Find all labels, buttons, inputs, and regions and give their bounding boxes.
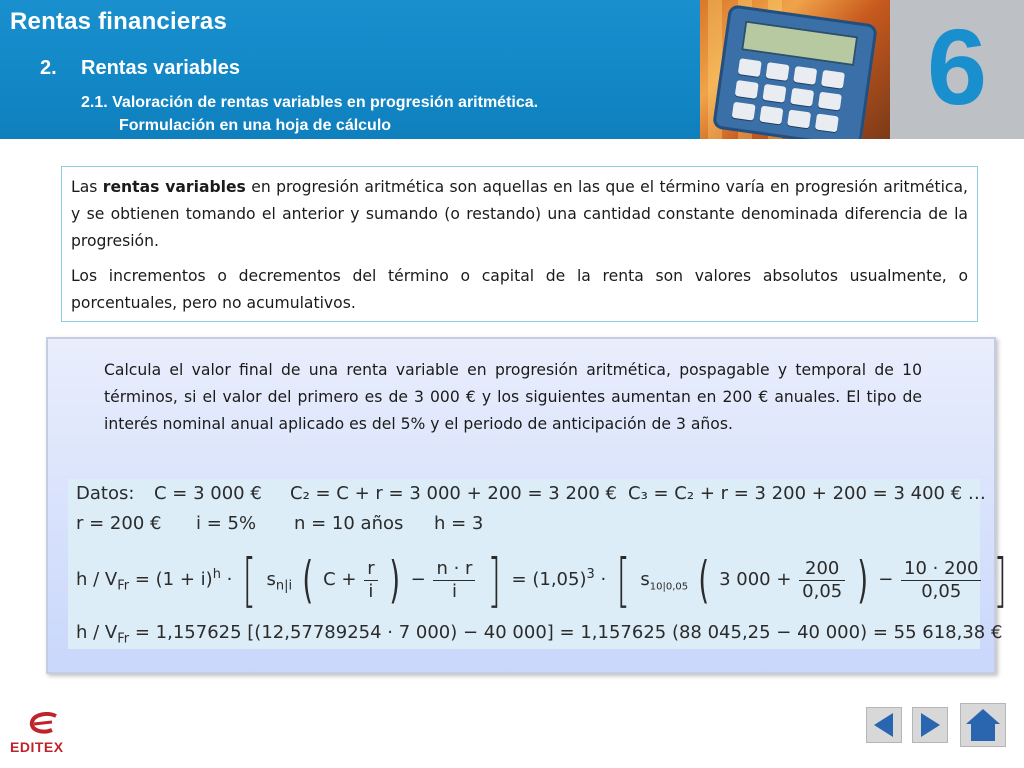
fraction-200: $\frac{200}{0,05}$ <box>799 558 845 603</box>
section-title: Rentas variables <box>81 57 240 79</box>
fraction-nr-i: $\frac{n \cdot r}{i}$ <box>433 558 475 603</box>
prev-button[interactable] <box>866 707 902 743</box>
lhs: h / V <box>76 569 118 590</box>
minus: − <box>410 569 426 590</box>
val-3000: 3 000 + <box>719 569 792 590</box>
s-sub: n|i <box>275 578 293 594</box>
formula-result <box>76 622 1002 647</box>
arrow-right-icon <box>913 708 947 742</box>
formula-n: n = 10 años <box>294 513 404 534</box>
s-sub-2: 10|0,05 <box>649 581 689 593</box>
page-title: Rentas financieras <box>10 8 228 35</box>
subsection-title-cont: Formulación en una hoja de cálculo <box>119 117 392 134</box>
close-paren: ) <box>389 551 401 609</box>
formula-main <box>76 546 1012 614</box>
calculator-icon <box>712 4 878 139</box>
next-button[interactable] <box>912 707 948 743</box>
calculator-photo <box>700 0 890 139</box>
lhs-sub-2: Fr <box>117 631 130 647</box>
exercise-statement: Calcula el valor final de una renta variable en progresión aritmética, pospagable y temporal de 10 términos, si el valor del primero es de 3 000 € y los siguientes aumentan en 200 € anuales. El tipo de interés nominal anual aplicado es del 5% y el periodo de anticipación de 3 años. <box>104 361 922 433</box>
open-paren: ( <box>302 551 313 609</box>
formula-c: C = 3 000 € <box>154 483 262 504</box>
fraction-r-i: $\frac{r}{i}$ <box>364 558 377 603</box>
definition-paragraph-2: Los incrementos o decrementos del término o capital de la renta son valores absolutos usualmente, o porcentuales, pero no acumulativos. <box>71 267 968 312</box>
s-symbol: s <box>266 569 276 590</box>
open-bracket: [ <box>242 546 257 614</box>
lhs-2: h / V <box>76 622 118 643</box>
definition-rest: en progresión aritmética son aquellas en las que el término varía en progresión aritmética, y se obtienen tomando el anterior y sumando (o restando) una cantidad constante denominada diferencia de la progresión. <box>71 178 968 250</box>
formula-panel <box>68 479 1008 649</box>
definition-lead: Las <box>71 178 103 196</box>
eq-mid: = (1,05) <box>511 569 587 590</box>
home-icon <box>961 704 1005 746</box>
eq-growth: = (1 + i) <box>134 569 213 590</box>
definition-term: rentas variables <box>102 178 246 196</box>
close-paren-2: ) <box>857 551 869 609</box>
c-plus: C + <box>323 569 357 590</box>
arrow-left-icon <box>867 708 901 742</box>
formula-i: i = 5% <box>196 513 257 534</box>
chapter-number: 6 <box>926 6 988 127</box>
header-banner <box>0 0 1024 139</box>
formula-r: r = 200 € <box>76 513 162 534</box>
fraction-2000: $\frac{10 \cdot 200}{0,05}$ <box>901 558 981 603</box>
s-symbol-2: s <box>640 569 650 590</box>
dot-2: · <box>600 569 607 590</box>
exp-3: 3 <box>586 567 595 582</box>
close-bracket-2: ] <box>993 546 1008 614</box>
minus-2: − <box>878 569 894 590</box>
subsection-title: 2.1. Valoración de rentas variables en progresión aritmética. <box>81 94 539 111</box>
result-expression: = 1,157625 [(12,57789254 · 7 000) − 40 000] = 1,157625 (88 045,25 − 40 000) = 55 618,38 € <box>134 622 1003 643</box>
section-number: 2. <box>40 57 57 79</box>
definition-paragraph-1 <box>71 174 968 255</box>
dot: · <box>226 569 233 590</box>
datos-label: Datos: <box>76 483 135 504</box>
home-button[interactable] <box>960 703 1006 747</box>
editex-logo <box>10 712 80 760</box>
formula-c2: C₂ = C + r = 3 000 + 200 = 3 200 € <box>290 483 617 504</box>
open-paren-2: ( <box>698 551 709 609</box>
open-bracket-2: [ <box>616 546 631 614</box>
editex-logo-icon <box>26 712 66 738</box>
close-bracket: ] <box>487 546 502 614</box>
exp-h: h <box>212 567 221 582</box>
formula-c3: C₃ = C₂ + r = 3 200 + 200 = 3 400 € … <box>628 483 986 504</box>
lhs-sub: Fr <box>117 578 130 594</box>
formula-h: h = 3 <box>434 513 484 534</box>
definition-box <box>61 166 978 322</box>
editex-logo-text: EDITEX <box>10 739 64 755</box>
chapter-panel <box>890 0 1024 139</box>
